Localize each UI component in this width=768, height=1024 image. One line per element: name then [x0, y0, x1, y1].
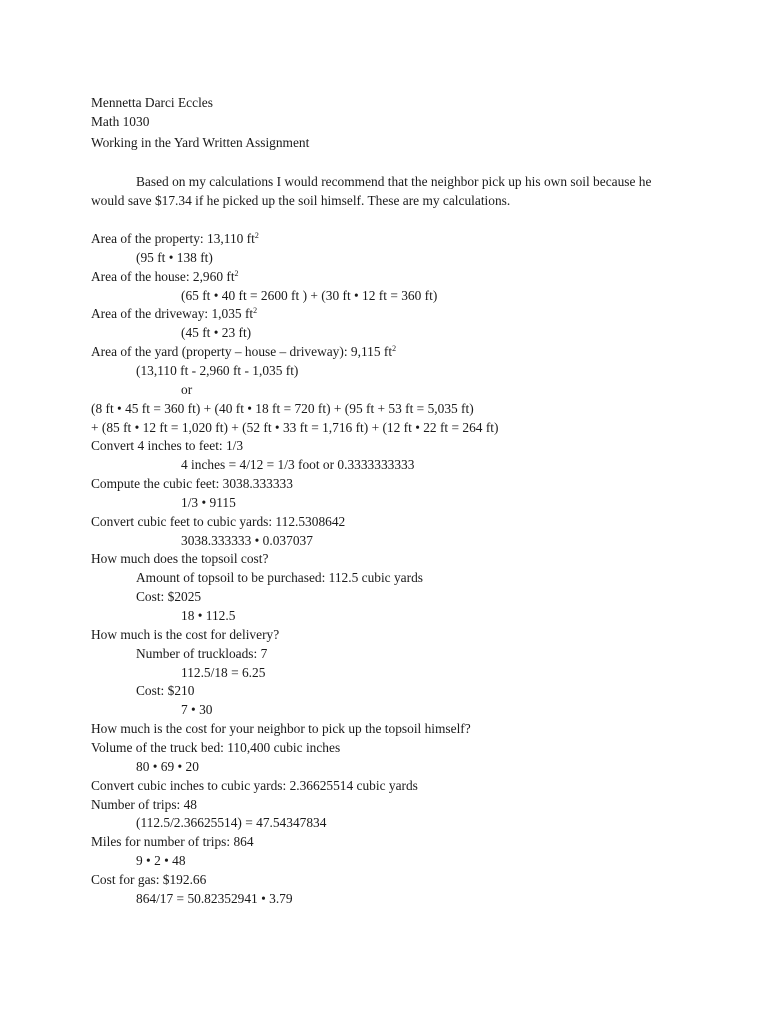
calc-line-text: Cost: $210	[136, 683, 195, 698]
calc-line	[91, 777, 418, 796]
calc-line-text: How much does the topsoil cost?	[91, 551, 269, 566]
calc-line-text: Miles for number of trips: 864	[91, 834, 254, 849]
calc-line	[136, 249, 213, 268]
calc-line-text: (13,110 ft - 2,960 ft - 1,035 ft)	[136, 363, 299, 378]
author-name: Mennetta Darci Eccles	[91, 95, 213, 110]
calc-line	[136, 645, 267, 664]
calc-line	[91, 739, 340, 758]
calc-line	[91, 626, 279, 645]
calc-line	[91, 230, 259, 249]
calc-line	[91, 305, 257, 324]
calc-line	[91, 871, 206, 890]
calc-line-text: 9 • 2 • 48	[136, 853, 186, 868]
intro-paragraph: Based on my calculations I would recommend that the neighbor pick up his own soil because he would save $17.34 if he picked up the soil himself. These are my calculations.	[91, 174, 652, 208]
calc-line-text: 4 inches = 4/12 = 1/3 foot or 0.3333333333	[181, 457, 415, 472]
calc-line-text: Compute the cubic feet: 3038.333333	[91, 476, 293, 491]
calc-line	[181, 607, 235, 626]
course-name: Math 1030	[91, 114, 150, 129]
calc-line	[91, 720, 471, 739]
calc-line	[181, 287, 437, 306]
calc-line-text: Cost: $2025	[136, 589, 202, 604]
calc-line-text: 7 • 30	[181, 702, 213, 717]
calc-line	[91, 796, 197, 815]
calc-line-text: (45 ft • 23 ft)	[181, 325, 252, 340]
calc-line	[91, 833, 254, 852]
calc-line	[136, 758, 199, 777]
calc-line-text: 3038.333333 • 0.037037	[181, 533, 313, 548]
calc-line-text: (65 ft • 40 ft = 2600 ft ) + (30 ft • 12 ft = 360 ft)	[181, 288, 438, 303]
calc-line	[91, 343, 396, 362]
unit-exponent: 2	[254, 231, 259, 240]
calc-line-text: 864/17 = 50.82352941 • 3.79	[136, 891, 293, 906]
calc-line	[136, 814, 326, 833]
calc-line	[91, 437, 243, 456]
calc-line-text: Convert cubic feet to cubic yards: 112.5308642	[91, 514, 346, 529]
calc-line	[91, 419, 498, 438]
calc-line	[91, 475, 293, 494]
calc-line	[136, 569, 423, 588]
calc-line-text: Volume of the truck bed: 110,400 cubic inches	[91, 740, 341, 755]
unit-exponent: 2	[253, 306, 258, 315]
calc-line	[91, 268, 239, 287]
calc-line-text: Area of the property: 13,110 ft	[91, 231, 255, 246]
calc-line-text: Area of the driveway: 1,035 ft	[91, 306, 254, 321]
calc-line-text: Convert cubic inches to cubic yards: 2.36625514 cubic yards	[91, 778, 418, 793]
calc-line-text: (8 ft • 45 ft = 360 ft) + (40 ft • 18 ft = 720 ft) + (95 ft + 53 ft = 5,035 ft)	[91, 401, 474, 416]
calc-line-text: + (85 ft • 12 ft = 1,020 ft) + (52 ft • 33 ft = 1,716 ft) + (12 ft • 22 ft = 264 ft)	[91, 420, 499, 435]
calc-line	[181, 381, 192, 400]
calc-line-text: How much is the cost for delivery?	[91, 627, 280, 642]
calc-line-text: Number of trips: 48	[91, 797, 197, 812]
calc-line	[136, 890, 293, 909]
calc-line	[136, 852, 186, 871]
calc-line-text: 18 • 112.5	[181, 608, 236, 623]
calc-line-text: Area of the yard (property – house – driveway): 9,115 ft	[91, 344, 393, 359]
calc-line	[181, 456, 414, 475]
assignment-title: Working in the Yard Written Assignment	[91, 135, 310, 150]
calc-line	[91, 550, 268, 569]
calc-line	[181, 494, 236, 513]
unit-exponent: 2	[392, 344, 397, 353]
calc-line-text: Number of truckloads: 7	[136, 646, 268, 661]
calc-line	[181, 532, 313, 551]
unit-exponent: 2	[234, 269, 239, 278]
calc-line-text: Amount of topsoil to be purchased: 112.5 cubic yards	[136, 570, 423, 585]
calc-line	[91, 400, 474, 419]
calc-line	[136, 362, 298, 381]
calc-line	[91, 513, 345, 532]
calc-line-text: (112.5/2.36625514) = 47.54347834	[136, 815, 327, 830]
calc-line-text: How much is the cost for your neighbor to pick up the topsoil himself?	[91, 721, 471, 736]
calc-line	[181, 701, 212, 720]
calc-line-text: 112.5/18 = 6.25	[181, 665, 266, 680]
calc-line-text: Cost for gas: $192.66	[91, 872, 207, 887]
calc-line	[136, 588, 201, 607]
calc-line-text: Area of the house: 2,960 ft	[91, 269, 235, 284]
calc-line	[181, 324, 251, 343]
calc-line-text: 1/3 • 9115	[181, 495, 236, 510]
calc-line-text: (95 ft • 138 ft)	[136, 250, 213, 265]
calc-line	[136, 682, 194, 701]
calc-line	[181, 664, 265, 683]
calc-line-text: Convert 4 inches to feet: 1/3	[91, 438, 244, 453]
calc-line-text: 80 • 69 • 20	[136, 759, 199, 774]
calc-line-text: or	[181, 382, 193, 397]
